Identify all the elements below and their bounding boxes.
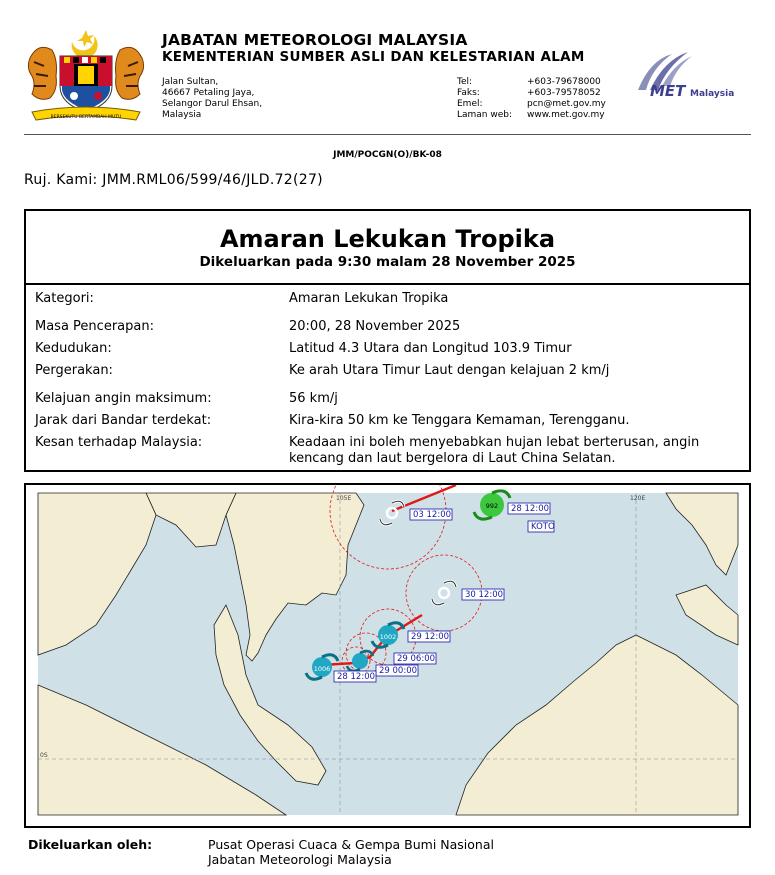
panel-divider — [26, 283, 749, 285]
field-observation-time — [35, 319, 741, 335]
field-label: Kelajuan angin maksimum: — [35, 391, 212, 406]
pressure-label: 992 — [485, 502, 499, 510]
email-label: Emel: — [457, 99, 483, 109]
contact-info — [457, 77, 606, 121]
tel-value: +603-79678000 — [527, 77, 601, 87]
field-label: Kategori: — [35, 291, 94, 306]
field-value: Latitud 4.3 Utara dan Longitud 103.9 Timur — [289, 341, 572, 356]
other-storm-name-label: KOTO — [531, 522, 555, 532]
address-line: Jalan Sultan, — [162, 77, 219, 87]
address-line: 46667 Petaling Jaya, — [162, 88, 255, 98]
svg-text:BERSEKUTU BERTAMBAH MUTU: BERSEKUTU BERTAMBAH MUTU — [50, 115, 122, 120]
field-value: Ke arah Utara Timur Laut dengan kelajuan 2 km/j — [289, 363, 610, 378]
logo-met-text: MET — [650, 82, 686, 100]
track-time-label: 03 12:00 — [413, 510, 452, 520]
fax-value: +603-79578052 — [527, 88, 601, 98]
fax-label: Faks: — [457, 88, 480, 98]
grid-label-0s: 0S — [40, 752, 48, 759]
other-storm-time-label: 28 12:00 — [511, 504, 550, 514]
logo-country-text: Malaysia — [690, 89, 735, 99]
tel-label: Tel: — [457, 77, 473, 87]
header-divider — [24, 134, 751, 135]
postal-address — [162, 77, 262, 121]
field-value — [289, 435, 741, 467]
field-movement — [35, 363, 741, 379]
track-time-label: 30 12:00 — [465, 590, 504, 600]
web-label: Laman web: — [457, 110, 513, 120]
address-line: Selangor Darul Ehsan, — [162, 99, 263, 109]
issued-by-value — [208, 837, 494, 867]
field-value: Kira-kira 50 km ke Tenggara Kemaman, Terengganu. — [289, 413, 630, 428]
ministry-name: KEMENTERIAN SUMBER ASLI DAN KELESTARIAN ALAM — [162, 49, 585, 65]
reference-code: JMM/POCGN(O)/BK-08 — [333, 150, 442, 160]
field-label: Jarak dari Bandar terdekat: — [35, 413, 212, 428]
field-nearest-town — [35, 413, 741, 429]
field-value: 56 km/j — [289, 391, 338, 406]
issued-by-line: Jabatan Meteorologi Malaysia — [208, 852, 392, 867]
field-value: 20:00, 28 November 2025 — [289, 319, 461, 334]
field-max-wind — [35, 391, 741, 407]
track-time-label: 29 06:00 — [397, 654, 436, 664]
track-time-label: 29 12:00 — [411, 632, 450, 642]
address-line: Malaysia — [162, 110, 202, 120]
field-label: Kedudukan: — [35, 341, 112, 356]
field-value: Amaran Lekukan Tropika — [289, 291, 449, 306]
issued-by-line: Pusat Operasi Cuaca & Gempa Bumi Nasional — [208, 837, 494, 852]
storm-track-map — [24, 483, 751, 828]
field-impact — [35, 435, 741, 467]
issued-by-label: Dikeluarkan oleh: — [28, 837, 153, 852]
field-label: Masa Pencerapan: — [35, 319, 154, 334]
field-label: Kesan terhadap Malaysia: — [35, 435, 203, 450]
email-link[interactable]: pcn@met.gov.my — [527, 99, 606, 109]
pressure-label: 1002 — [379, 633, 397, 641]
grid-label-120e: 120E — [630, 495, 646, 502]
website-link[interactable]: www.met.gov.my — [527, 110, 605, 120]
impact-line: Keadaan ini boleh menyebabkan hujan lebat berterusan, angin — [289, 435, 700, 450]
met-malaysia-logo — [628, 46, 750, 102]
field-category — [35, 291, 741, 307]
track-time-label: 29 00:00 — [379, 666, 418, 676]
field-label: Pergerakan: — [35, 363, 113, 378]
grid-label-105e: 105E — [336, 495, 352, 502]
warning-panel — [24, 209, 751, 472]
issued-time: Dikeluarkan pada 9:30 malam 28 November 2025 — [199, 254, 576, 270]
impact-line: kencang dan laut bergelora di Laut China Selatan. — [289, 451, 616, 466]
warning-title: Amaran Lekukan Tropika — [219, 225, 556, 253]
our-reference: Ruj. Kami: JMM.RML06/599/46/JLD.72(27) — [24, 172, 323, 188]
field-position — [35, 341, 741, 357]
organization-name: JABATAN METEOROLOGI MALAYSIA — [162, 31, 468, 49]
malaysia-coat-of-arms-icon — [24, 28, 148, 124]
pressure-label: 1006 — [313, 665, 331, 673]
track-time-label: 28 12:00 — [337, 672, 376, 682]
